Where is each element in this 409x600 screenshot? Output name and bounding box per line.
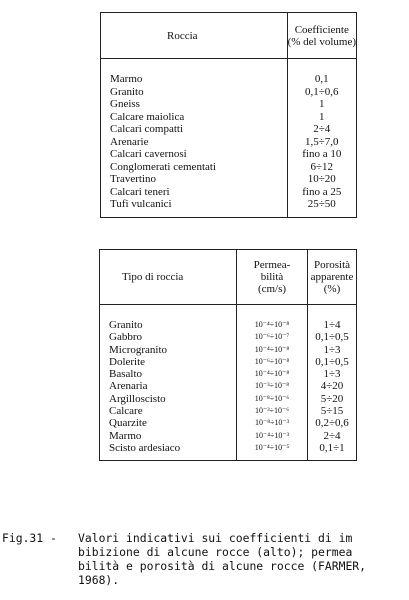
header-rock: Roccia — [101, 13, 288, 59]
porosity-cell: 1÷4 — [323, 319, 341, 331]
coefficient-cell: 1 — [319, 110, 325, 123]
porosity-values-column — [308, 305, 357, 461]
header-coefficient-line1: Coefficiente — [294, 23, 349, 36]
porosity-cell: 5÷20 — [320, 392, 344, 405]
rock-name-cell: Calcari teneri — [110, 185, 170, 198]
porosity-cell: 2÷4 — [323, 429, 341, 442]
rock-type-cell: Argilloscisto — [109, 392, 166, 405]
header-porosity-line1: Porosità — [313, 259, 351, 271]
coefficient-cell: fino a 10 — [302, 148, 342, 160]
header-permeability-line1: Permea- — [253, 259, 291, 271]
permeability-cell: 10⁻⁴÷10⁻⁸ — [254, 344, 290, 354]
imbibition-table — [100, 12, 357, 218]
caption-line: 1968). — [78, 573, 120, 587]
permeability-values-column — [237, 305, 308, 461]
coefficient-cell: 1,5÷7,0 — [305, 135, 339, 148]
coefficient-cell: 0,1 — [314, 73, 329, 85]
rock-type-names-column — [100, 305, 237, 461]
caption-row-4 — [2, 573, 406, 587]
permeability-cell: 10⁻⁶÷10⁻⁷ — [254, 332, 290, 342]
coefficient-cell: 0,1÷0,6 — [305, 85, 339, 98]
permeability-cell: 10⁻⁸÷10⁻⁶ — [254, 393, 290, 403]
caption-label: Fig.31 - — [2, 531, 57, 545]
rock-name-cell: Calcari cavernosi — [110, 148, 187, 160]
rock-type-cell: Calcare — [109, 405, 143, 418]
porosity-cell: 0,1÷1 — [319, 441, 345, 454]
header-permeability-line2: bilità — [260, 271, 284, 283]
permeability-cell: 10⁻⁶÷10⁻⁸ — [254, 356, 290, 366]
rock-name-cell: Calcari compatti — [110, 123, 183, 135]
header-coefficient — [287, 13, 356, 59]
caption-line: bibizione di alcune rocce (alto); permea — [78, 545, 353, 559]
header-coefficient-line2: (% del volume) — [287, 35, 356, 48]
permeability-cell: 10⁻³÷10⁻⁶ — [254, 406, 290, 416]
coefficient-values-column — [287, 59, 356, 218]
permeability-table-body — [100, 305, 357, 461]
permeability-cell: 10⁻⁴÷10⁻⁸ — [254, 369, 290, 379]
rock-name-cell: Conglomerati cementati — [110, 160, 216, 173]
imbibition-table-header — [101, 13, 357, 59]
header-porosity-line2: apparente — [310, 271, 354, 283]
porosity-cell: 1÷3 — [323, 368, 341, 381]
caption-row-2 — [2, 545, 406, 559]
rock-type-cell: Gabbro — [109, 331, 142, 344]
caption-line: Valori indicativi sui coefficienti di im — [78, 531, 353, 545]
porosity-cell: 1÷3 — [323, 343, 341, 356]
porosity-cell: 0,2÷0,6 — [315, 417, 349, 430]
caption-line: bilità e porosità di alcune rocce (FARMER, — [78, 559, 367, 573]
imbibition-table-body — [101, 59, 357, 218]
coefficient-cell: 1 — [319, 98, 325, 110]
coefficient-cell: 2÷4 — [313, 123, 331, 135]
caption-row-3 — [2, 559, 406, 573]
porosity-cell: 0,1÷0,5 — [315, 355, 349, 368]
rock-type-cell: Scisto ardesiaco — [109, 441, 181, 454]
rock-type-cell: Microgranito — [109, 343, 168, 356]
header-porosity — [308, 250, 357, 305]
permeability-cell: 10⁻⁸÷10⁻³ — [254, 418, 290, 428]
header-porosity-line3: (%) — [323, 283, 341, 295]
rock-name-cell: Calcare maiolica — [110, 110, 185, 123]
permeability-cell: 10⁻⁴÷10⁻⁵ — [254, 442, 290, 452]
rock-name-cell: Granito — [110, 85, 144, 98]
permeability-porosity-table — [99, 249, 357, 461]
header-rock-type: Tipo di roccia — [100, 250, 237, 305]
rock-name-cell: Marmo — [110, 73, 143, 85]
rock-name-cell: Gneiss — [110, 98, 140, 110]
rock-type-cell: Granito — [109, 319, 143, 331]
rock-name-cell: Arenarie — [110, 135, 149, 148]
permeability-cell: 10⁻³÷10⁻⁸ — [254, 381, 290, 391]
permeability-cell: 10⁻⁴÷10⁻³ — [254, 430, 290, 440]
rock-type-cell: Basalto — [109, 368, 142, 381]
rock-name-cell: Tufi vulcanici — [110, 198, 172, 210]
rock-names-column — [101, 59, 288, 218]
porosity-cell: 4÷20 — [320, 380, 344, 393]
coefficient-cell: 25÷50 — [307, 198, 336, 210]
header-permeability — [237, 250, 308, 305]
coefficient-cell: fino a 25 — [302, 185, 342, 198]
rock-type-cell: Dolerite — [109, 355, 146, 368]
figure-caption — [2, 531, 406, 587]
porosity-cell: 0,1÷0,5 — [315, 331, 349, 344]
rock-type-cell: Arenaria — [109, 380, 148, 393]
caption-row-1 — [2, 531, 406, 545]
porosity-cell: 5÷15 — [320, 405, 344, 418]
header-permeability-line3: (cm/s) — [257, 283, 287, 295]
permeability-table-header — [100, 250, 357, 305]
permeability-cell: 10⁻⁴÷10⁻⁸ — [254, 320, 290, 329]
coefficient-cell: 10÷20 — [307, 173, 336, 185]
rock-type-cell: Marmo — [109, 429, 142, 442]
coefficient-cell: 6÷12 — [310, 160, 334, 173]
rock-name-cell: Travertino — [110, 173, 157, 185]
rock-type-cell: Quarzite — [109, 417, 147, 430]
